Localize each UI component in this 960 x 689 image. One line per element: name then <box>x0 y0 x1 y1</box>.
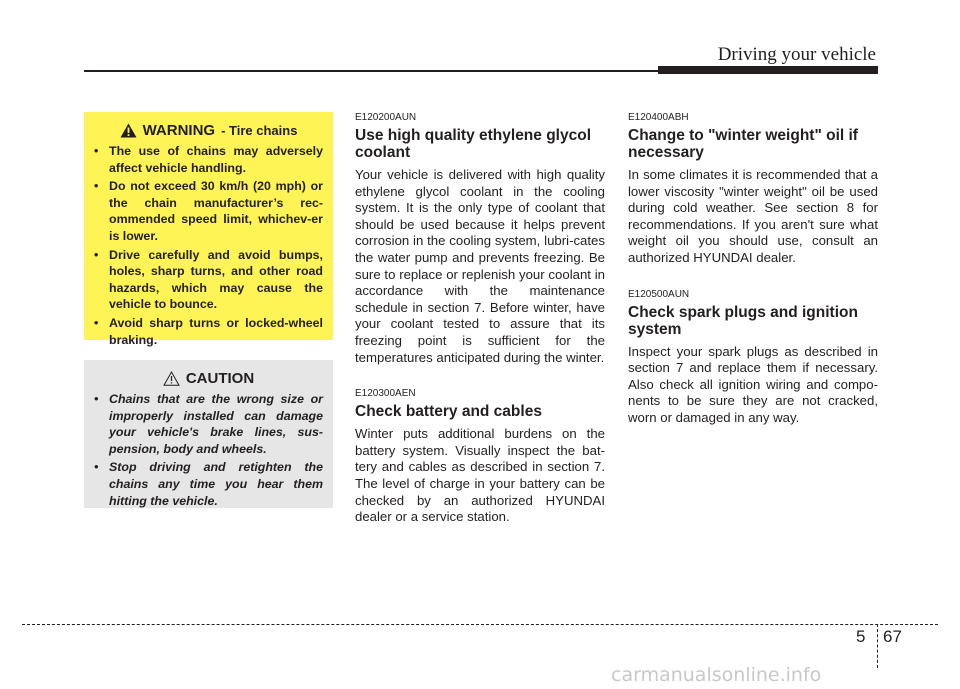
page-header-title: Driving your vehicle <box>717 44 876 65</box>
page-chapter-number: 5 <box>856 627 866 646</box>
watermark-text: carmanualsonline.info <box>611 664 822 686</box>
column-middle <box>355 112 605 526</box>
caution-item: • Stop driving and retighten the chains any time you hear them hitting the vehicle. <box>94 459 323 509</box>
caution-item: • Chains that are the wrong size or improperly installed can damage your vehicle's brake lines, sus-pension, body and wheels. <box>94 391 323 457</box>
warning-item: • The use of chains may adversely affect vehicle handling. <box>94 143 323 176</box>
section-title: Check battery and cables <box>355 403 542 421</box>
section-coolant <box>355 112 605 366</box>
warning-list <box>94 143 323 348</box>
section-spark-plugs <box>628 289 878 427</box>
section-title: Change to "winter weight" oil if necessary <box>628 127 858 161</box>
header-rule-thin <box>84 70 660 72</box>
section-body: In some climates it is recommended that a lower viscosity "winter weight" oil be used during cold weather. See section 8 for recommendations. If you aren't sure what weight oil you should use, consult an authorized HYUNDAI dealer. <box>628 167 878 265</box>
column-right <box>628 112 878 427</box>
page-number: 67 <box>883 627 902 646</box>
header-rule-thick <box>658 66 878 74</box>
section-code: E120400ABH <box>628 112 689 123</box>
warning-item: • Avoid sharp turns or locked-wheel braking. <box>94 315 323 348</box>
section-code: E120300AEN <box>355 388 416 400</box>
caution-title: CAUTION <box>185 370 255 387</box>
section-body: Your vehicle is delivered with high quality ethylene glycol coolant in the cooling system. It is the only type of coolant that should be used because it helps prevent corrosion in the cooling system, lubri-cates the water pump and prevents freezing. Be sure to replace or replenish your coolant in accordance with the maintenance schedule in section 7. Before winter, have your coolant tested to assure that its freezing point is sufficient for the temperatures anticipated during the winter. <box>355 167 605 365</box>
caution-list <box>94 391 323 509</box>
warning-item: • Do not exceed 30 km/h (20 mph) or the chain manufacturer’s rec-ommended speed limit, whichev-er is lower. <box>94 178 323 244</box>
section-code: E120500AUN <box>628 288 690 300</box>
caution-triangle-icon <box>163 371 180 386</box>
section-battery <box>355 388 605 526</box>
section-body: Inspect your spark plugs as described in section 7 and replace them if necessary. Also check all ignition wiring and compo-nents to be sure they are not cracked, worn or damaged in any way. <box>628 343 878 425</box>
footer-rule <box>22 624 938 625</box>
warning-item: • Drive carefully and avoid bumps, holes, sharp turns, and other road hazards, which may cause the vehicle to bounce. <box>94 247 323 313</box>
warning-box <box>84 112 333 347</box>
section-body: Winter puts additional burdens on the battery system. Visually inspect the bat-tery and cables as described in section 7. The level of charge in your battery can be checked by an authorized HYUNDAI dealer or a service station. <box>355 426 605 525</box>
warning-triangle-icon <box>120 123 137 138</box>
section-winter-oil <box>628 112 878 267</box>
section-title: Use high quality ethylene glycol coolant <box>355 127 591 161</box>
caution-header <box>94 370 323 387</box>
warning-header <box>94 122 323 139</box>
section-title: Check spark plugs and ignition system <box>628 303 858 338</box>
section-code: E120200AUN <box>355 112 417 123</box>
warning-subtitle: - Tire chains <box>221 123 298 138</box>
caution-box <box>84 360 333 508</box>
warning-title: WARNING <box>142 122 216 139</box>
footer-divider <box>877 624 878 668</box>
